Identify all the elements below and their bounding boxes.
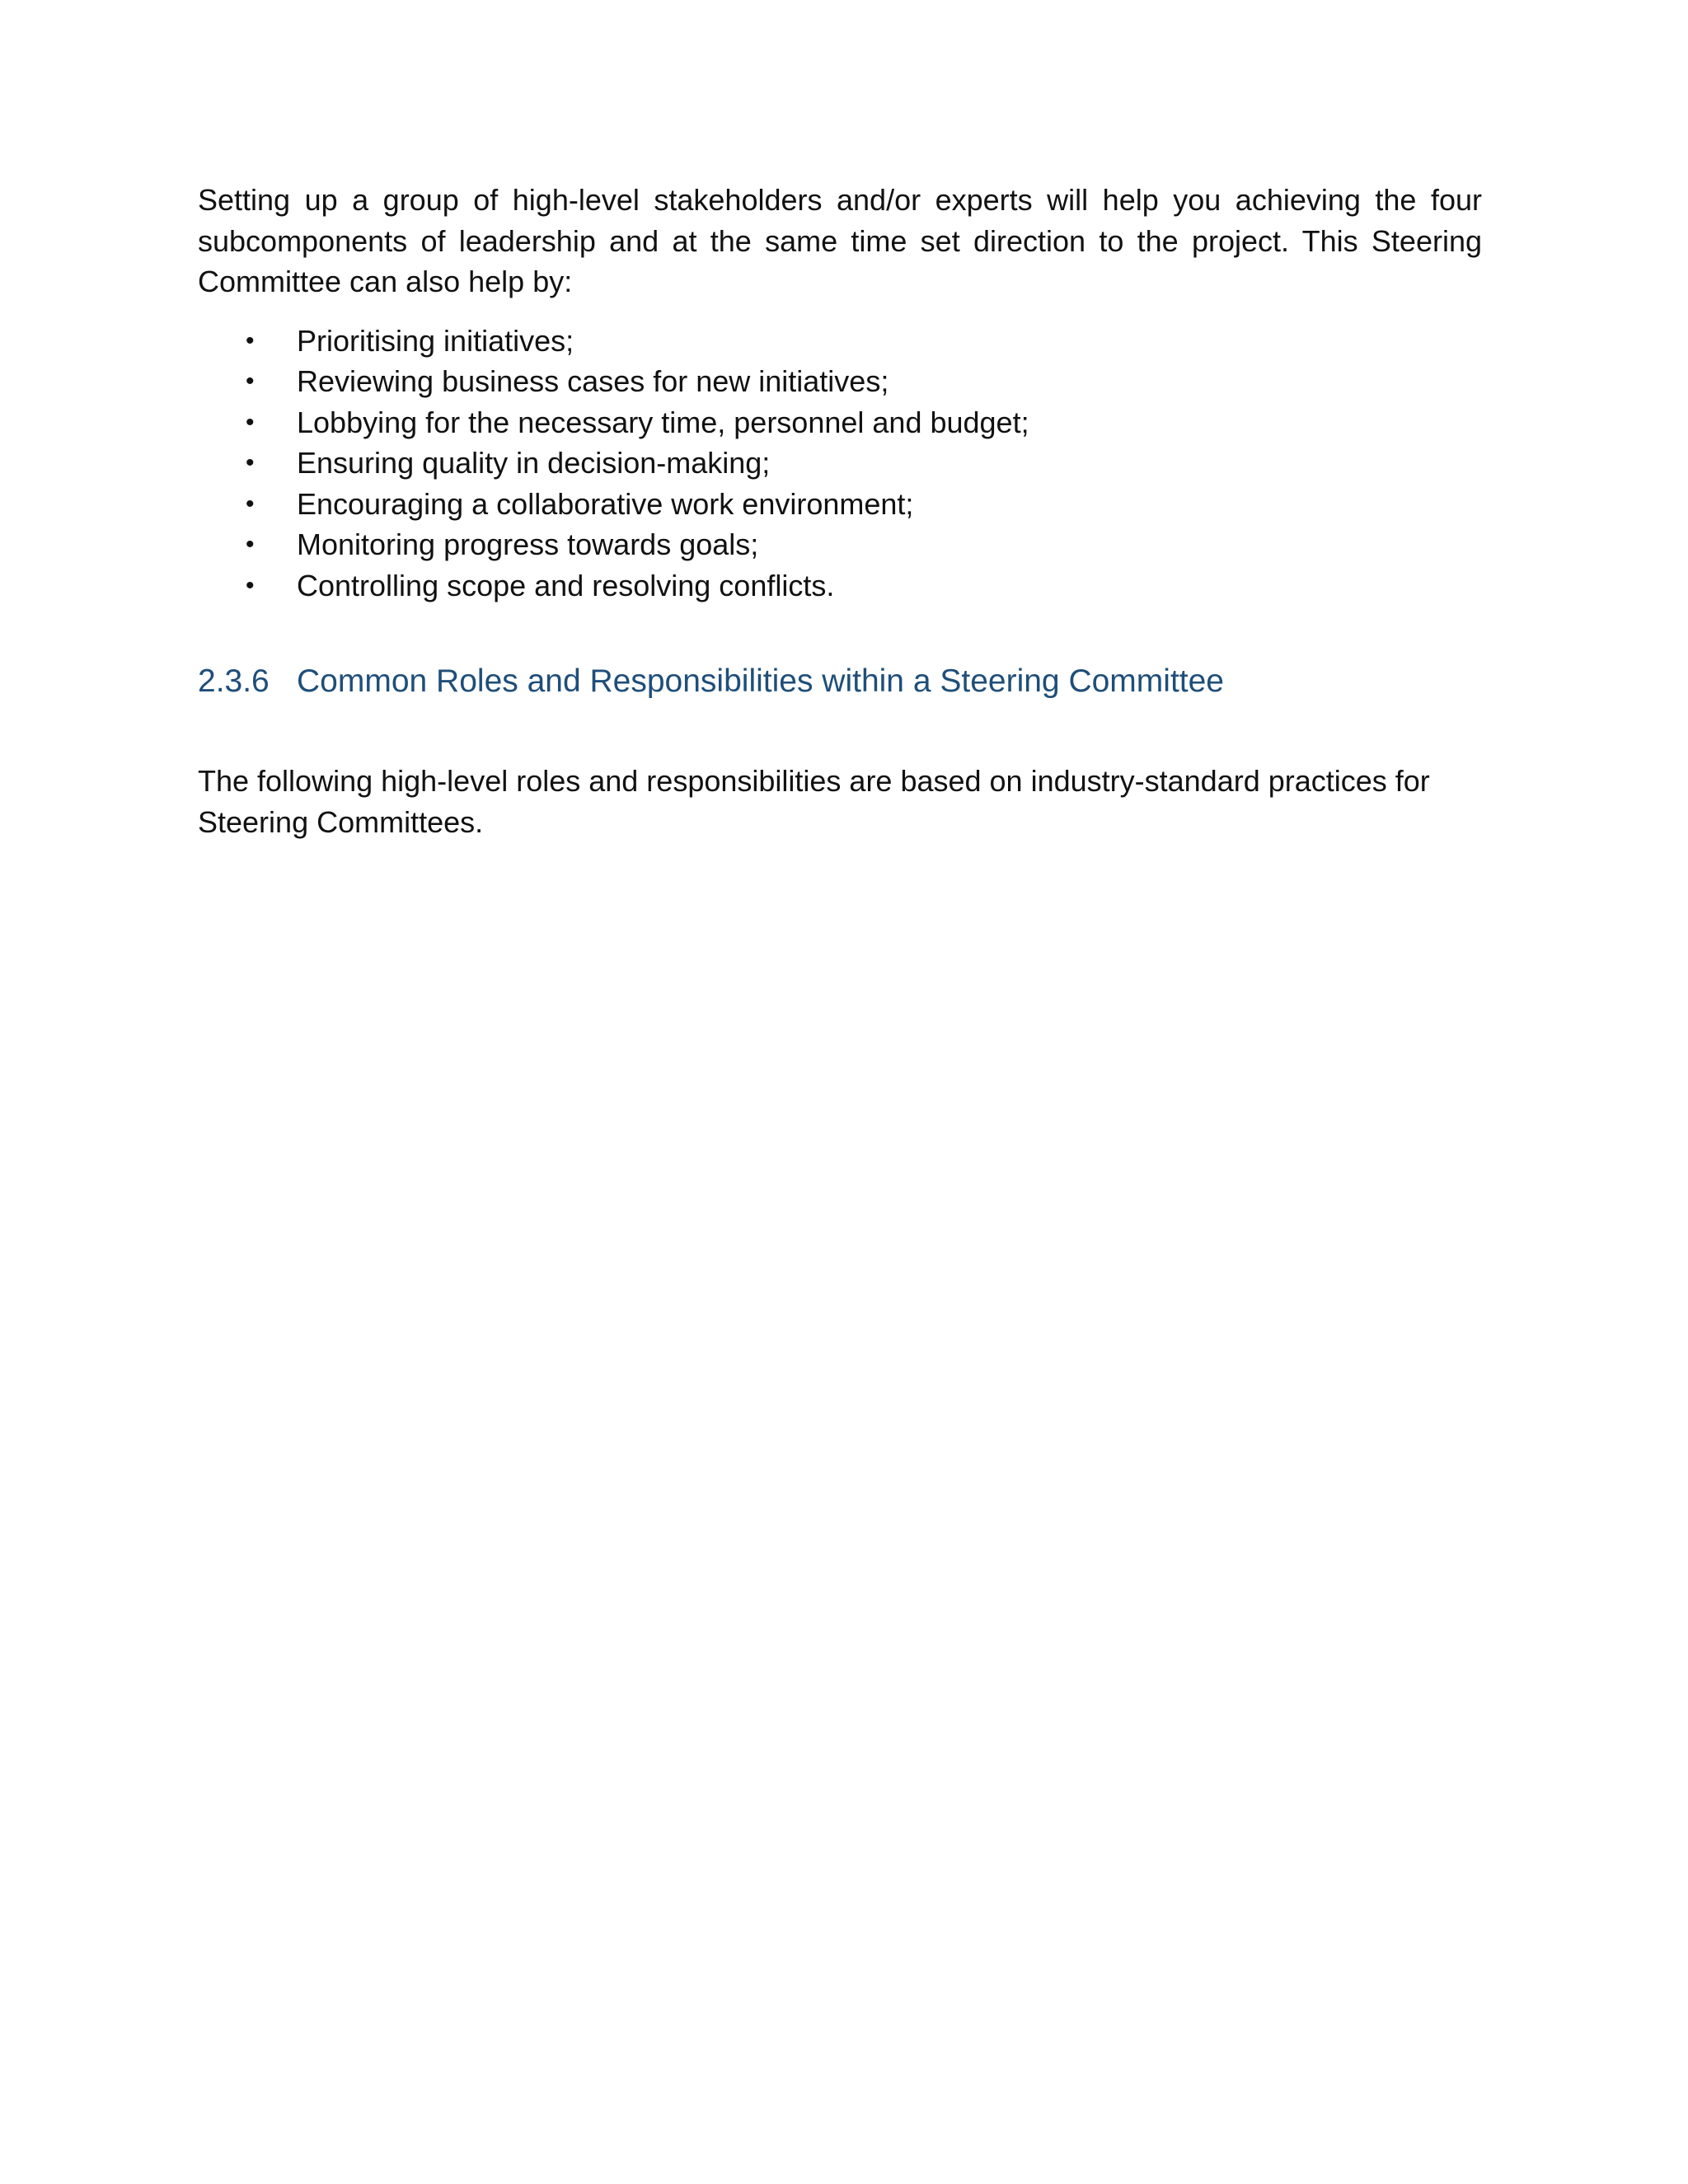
list-item (198, 443, 1482, 484)
list-item (198, 361, 1482, 402)
list-item-text: Encouraging a collaborative work environment; (297, 486, 914, 521)
list-item-text: Controlling scope and resolving conflicts. (297, 568, 835, 602)
list-item-text: Monitoring progress towards goals; (297, 527, 759, 561)
list-item (198, 565, 1482, 607)
bullet-icon: • (246, 408, 255, 436)
intro-paragraph: Setting up a group of high-level stakeholders and/or experts will help you achieving the four subcomponents of leadership and at the same time set direction to the project. This Steering Committee can also help by: (198, 183, 1482, 298)
list-item-text: Ensuring quality in decision-making; (297, 446, 771, 480)
page-content (198, 180, 1482, 842)
section-number: 2.3.6 (198, 663, 270, 699)
bullet-icon: • (246, 449, 255, 476)
list-item (198, 321, 1482, 362)
section-title: Common Roles and Responsibilities within a Steering Committee (297, 663, 1225, 699)
steering-committee-benefits-list (198, 321, 1482, 607)
section-heading (198, 660, 1482, 703)
bullet-icon: • (246, 531, 255, 558)
closing-paragraph: The following high-level roles and responsibilities are based on industry-standard practices for Steering Committees. (198, 764, 1430, 839)
bullet-icon: • (246, 490, 255, 518)
list-item-text: Reviewing business cases for new initiatives; (297, 364, 889, 398)
list-item-text: Lobbying for the necessary time, personnel and budget; (297, 405, 1029, 439)
bullet-icon: • (246, 368, 255, 395)
list-item (198, 524, 1482, 565)
bullet-icon: • (246, 326, 255, 354)
bullet-icon: • (246, 571, 255, 599)
list-item-text: Prioritising initiatives; (297, 323, 574, 358)
list-item (198, 402, 1482, 443)
list-item (198, 484, 1482, 525)
